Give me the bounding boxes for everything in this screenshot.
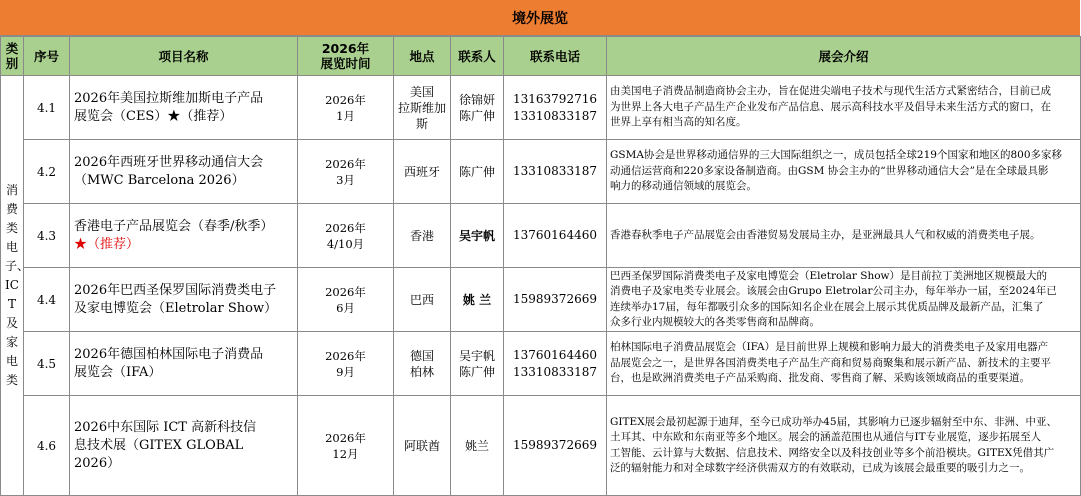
exhibition-time-cell[interactable] [298, 76, 394, 140]
phones-text: 15989372669 [513, 292, 597, 306]
project-name-text: 2026年德国柏林国际电子消费品 [74, 346, 264, 362]
contact-cell[interactable] [451, 76, 504, 140]
star-icon: ★ [167, 108, 181, 124]
time-lines-text: 4/10月 [326, 236, 365, 251]
seq-cell[interactable]: 4.5 [24, 332, 70, 396]
seq-cell[interactable]: 4.1 [24, 76, 70, 140]
project-name-text: 及家电博览会（Eletrolar Show） [74, 300, 278, 316]
phones-text: 13760164460 [513, 228, 597, 242]
contact-cell[interactable] [451, 140, 504, 204]
time-lines-text: 2026年 [325, 348, 366, 363]
location-lines-text: 香港 [409, 228, 434, 243]
phones-text: 13310833187 [513, 164, 597, 178]
project-name-text: 2026年巴西圣保罗国际消费类电子 [74, 282, 277, 298]
intro-lines-text: 品展览会之一，是世界各国消费类电子产品生产商和贸易商聚集和展示新产品、新技术的主要平 [610, 356, 1051, 369]
intro-cell[interactable] [607, 204, 1081, 268]
intro-lines-text: 工智能、云计算与大数据、信息技术、网络安全以及科技创业等多个前沿模块。GITEX凭借其广 [610, 446, 1055, 459]
phone-cell[interactable] [504, 268, 607, 332]
table-row [1, 268, 1081, 332]
header-seq: 序号 [24, 37, 70, 76]
intro-lines-text: 世界上享有相当高的知名度。 [610, 116, 747, 129]
intro-cell[interactable] [607, 76, 1081, 140]
header-name: 项目名称 [70, 37, 298, 76]
intro-lines-text: 连续举办17届，每年都吸引众多的国际知名企业在展会上展示其优质品牌及最新产品，汇集了 [610, 300, 1044, 313]
intro-lines-text: 巴西圣保罗国际消费类电子及家电博览会（Eletrolar Show）是目前拉丁美洲地区规模最大的 [610, 269, 1048, 282]
intro-lines-text: GITEX展会最初起源于迪拜，至今已成功举办45届，其影响力已逐步辐射至中东、非洲、中亚、 [610, 415, 1058, 428]
time-lines-text: 12月 [332, 446, 359, 461]
contacts-text: 徐锦妍 [458, 92, 495, 107]
star-icon: ★ [74, 236, 88, 252]
intro-lines-text: 土耳其、中东欧和东南亚等多个地区。展会的涵盖范围也从通信与IT专业展览，逐步拓展至人 [610, 431, 1042, 443]
header-phone: 联系电话 [504, 37, 607, 76]
location-lines-text: 美国 [409, 84, 434, 99]
sheet-title: 境外展览 [0, 0, 1080, 36]
contacts-text: 陈广伸 [458, 108, 495, 123]
intro-lines-text: 台，也是欧洲消费类电子产品采购商、批发商、零售商了解、采购该领域商品的重要渠道。 [610, 372, 1030, 385]
time-lines-text: 2026年 [325, 156, 366, 171]
location-lines-text: 德国 [409, 348, 434, 363]
time-lines-text: 6月 [336, 300, 355, 315]
table-row [1, 396, 1081, 496]
location-lines-text: 拉斯维加 [397, 100, 446, 115]
project-name-cell[interactable] [70, 396, 298, 496]
intro-cell[interactable] [607, 268, 1081, 332]
exhibition-time-cell[interactable] [298, 268, 394, 332]
project-name-text: 展览会（CES）★（推荐） [74, 108, 233, 124]
project-name-text: 2026年西班牙世界移动通信大会 [74, 154, 264, 170]
phones-text: 13310833187 [513, 108, 597, 123]
header-category: 类别 [1, 37, 24, 76]
phones-text: 15989372669 [513, 438, 597, 452]
seq-cell[interactable]: 4.2 [24, 140, 70, 204]
phone-cell[interactable] [504, 76, 607, 140]
contact-cell[interactable] [451, 332, 504, 396]
intro-cell[interactable] [607, 332, 1081, 396]
intro-lines-text: 柏林国际电子消费品展览会（IFA）是目前世界上规模和影响力最大的消费类电子及家用电器产 [610, 341, 1049, 354]
project-name-text: 2026中东国际 ICT 高新科技信 [74, 419, 257, 435]
exhibition-time-cell[interactable] [298, 332, 394, 396]
phone-cell[interactable] [504, 396, 607, 496]
exhibition-table [0, 36, 1081, 496]
header-contact: 联系人 [451, 37, 504, 76]
category-cell[interactable] [1, 76, 30, 496]
recommend-badge [167, 109, 232, 124]
location-lines-text: 柏林 [409, 364, 434, 379]
phone-cell[interactable] [504, 204, 607, 268]
phone-cell[interactable] [504, 332, 607, 396]
project-name-cell[interactable] [70, 332, 298, 396]
contacts-text: 姚兰 [464, 438, 489, 453]
category-label: 消费类电子、ICT及家电类 [5, 183, 30, 387]
contact-cell[interactable] [451, 268, 504, 332]
phones-text: 13760164460 [513, 347, 597, 362]
location-lines-text: 斯 [415, 116, 428, 131]
intro-lines-text: 由美国电子消费品制造商协会主办，旨在促进尖端电子技术与现代生活方式紧密结合，目前已成 [610, 85, 1051, 98]
table-row [1, 332, 1081, 396]
contacts-text: 吴宇帆 [458, 348, 495, 363]
location-cell[interactable] [394, 76, 451, 140]
phones-text: 13310833187 [513, 364, 597, 379]
intro-lines-text: GSMA协会是世界移动通信界的三大国际组织之一，成员包括全球219个国家和地区的800多家移 [610, 149, 1062, 162]
time-lines-text: 2026年 [325, 92, 366, 107]
contacts-text: 陈广伸 [458, 364, 495, 379]
project-name-text: 息技术展（GITEX GLOBAL [74, 437, 244, 453]
phone-cell[interactable] [504, 140, 607, 204]
recommend-line [74, 236, 293, 254]
recommend-label: （推荐） [180, 108, 233, 124]
time-lines-text: 2026年 [325, 430, 366, 445]
intro-lines-text: 香港春秋季电子产品展览会由香港贸易发展局主办，是亚洲最具人气和权威的消费类电子展。 [610, 228, 1041, 241]
contacts-text: 吴宇帆 [458, 228, 495, 243]
project-name-cell[interactable] [70, 140, 298, 204]
seq-cell[interactable]: 4.4 [24, 268, 70, 332]
location-cell[interactable] [394, 268, 451, 332]
location-lines-text: 巴西 [409, 292, 434, 307]
header-row [1, 37, 1081, 76]
project-name-cell[interactable] [70, 204, 298, 268]
time-lines-text: 9月 [336, 364, 355, 379]
project-name-text: 展览会（IFA） [74, 364, 162, 380]
contacts-text: 姚 兰 [462, 292, 492, 307]
project-name-text: 2026年美国拉斯维加斯电子产品 [74, 90, 264, 106]
table-row [1, 140, 1081, 204]
header-time: 2026年 展览时间 [298, 37, 394, 76]
phones-text: 13163792716 [513, 91, 597, 106]
project-name-cell[interactable] [70, 76, 298, 140]
project-name-cell[interactable] [70, 268, 298, 332]
time-lines-text: 1月 [336, 108, 355, 123]
project-name-text: 2026） [74, 455, 121, 471]
intro-cell[interactable] [607, 140, 1081, 204]
time-lines-text: 3月 [336, 172, 355, 187]
project-name-text: （MWC Barcelona 2026） [74, 172, 245, 188]
recommend-label: （推荐） [87, 236, 140, 252]
project-name-text: 香港电子产品展览会（春季/秋季） [74, 218, 274, 234]
intro-cell[interactable] [607, 396, 1081, 496]
intro-lines-text: 众多行业内规模较大的各类零售商和品牌商。 [610, 316, 820, 328]
recommend-badge [74, 237, 139, 252]
exhibition-time-cell[interactable] [298, 396, 394, 496]
contact-cell[interactable] [451, 204, 504, 268]
intro-lines-text: 消费电子及家电类专业展会。该展会由Grupo Eletrolar公司主办，每年举办一届，至2024年已 [610, 285, 1057, 297]
location-lines-text: 阿联酋 [403, 438, 440, 453]
location-lines-text: 西班牙 [403, 164, 440, 179]
exhibition-time-cell[interactable] [298, 140, 394, 204]
intro-lines-text: 动通信运营商和220多家设备制造商。由GSM 协会主办的“世界移动通信大会”是在全球最具影 [610, 164, 1049, 177]
table-row [1, 204, 1081, 268]
exhibition-time-cell[interactable] [298, 204, 394, 268]
time-lines-text: 2026年 [325, 220, 366, 235]
header-location: 地点 [394, 37, 451, 76]
seq-cell[interactable]: 4.3 [24, 204, 70, 268]
location-cell[interactable] [394, 204, 451, 268]
location-cell[interactable] [394, 140, 451, 204]
contact-cell[interactable] [451, 396, 504, 496]
location-cell[interactable] [394, 332, 451, 396]
time-lines-text: 2026年 [325, 284, 366, 299]
header-intro: 展会介绍 [607, 37, 1081, 76]
intro-lines-text: 为世界上各大电子产品生产企业发布产品信息、展示高科技水平及倡导未来生活方式的窗口，在 [610, 100, 1051, 113]
contacts-text: 陈广伸 [458, 164, 495, 179]
location-cell[interactable] [394, 396, 451, 496]
table-row [1, 76, 1081, 140]
intro-lines-text: 泛的辐射能力和对全球数字经济供需双方的有效联动，已成为该展会最重要的吸引力之一。 [610, 462, 1030, 474]
intro-lines-text: 响力的移动通信领域的展览会。 [610, 180, 757, 193]
seq-cell[interactable]: 4.6 [24, 396, 70, 496]
